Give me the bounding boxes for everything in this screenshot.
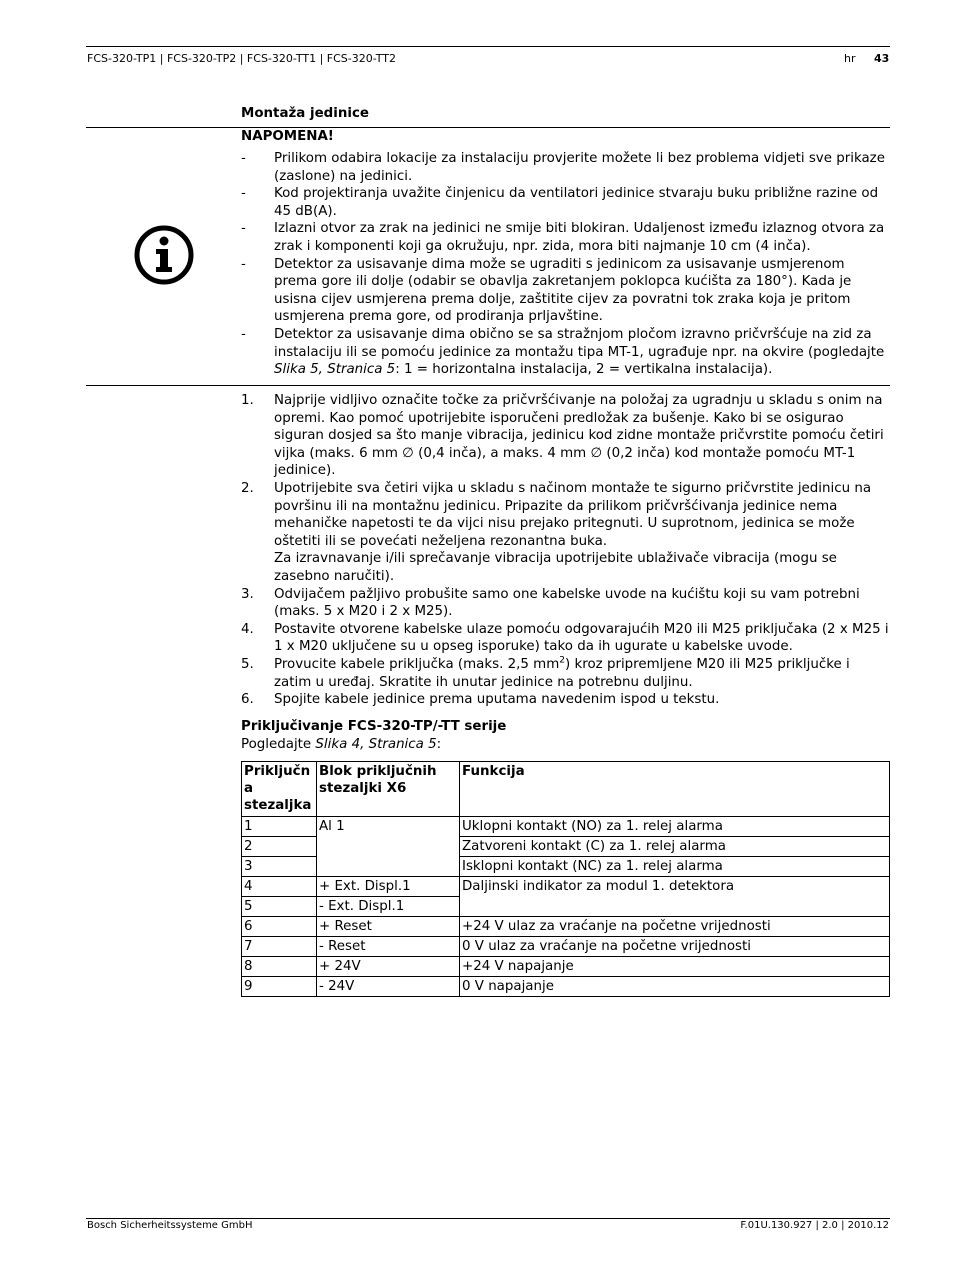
note-item-text: Detektor za usisavanje dima može se ugraditi s jedinicom za usisavanje usmjerenom prema gore ili dolje (odabir se obavlja zakretanjem poklopca kućišta za 180°). Kada je usisna cijev usmjerena prema dolje, zaštitite cijev za povratni tok zraka koja je pritom usmjerena prema gore, od prodiranja prljavštine. (274, 256, 852, 325)
step-text: Provucite kabele priključka (maks. 2,5 mm (274, 656, 560, 672)
list-marker: - (241, 256, 246, 272)
cell-terminal: 7 (242, 937, 317, 957)
connection-reference (241, 736, 441, 754)
note-bottom-rule (86, 385, 890, 386)
cell-terminal: 5 (242, 897, 317, 917)
note-item (241, 326, 889, 379)
note-title: NAPOMENA! (241, 129, 334, 144)
header-terminal-block: Blok priključnih stezaljki X6 (317, 762, 460, 817)
step-item (241, 621, 889, 656)
note-item (241, 150, 889, 185)
table-row (242, 917, 890, 937)
cell-terminal-block: + Reset (317, 917, 460, 937)
table-row (242, 977, 890, 997)
step-item (241, 480, 889, 586)
step-number: 3. (241, 586, 254, 602)
table-row (242, 877, 890, 897)
figure-reference-link[interactable]: Slika 5, Stranica 5 (274, 362, 396, 378)
header-page-number (874, 52, 889, 66)
reference-prefix: Pogledajte (241, 737, 316, 752)
info-icon (134, 225, 194, 285)
note-item (241, 256, 889, 326)
note-item (241, 185, 889, 220)
installation-steps (241, 392, 889, 709)
cell-function: 0 V napajanje (460, 977, 890, 997)
step-number: 2. (241, 480, 254, 496)
cell-terminal: 4 (242, 877, 317, 897)
figure-reference-link[interactable]: Slika 4, Stranica 5 (315, 737, 437, 752)
footer-docref: F.01U.130.927 | 2.0 | 2010.12 (740, 1220, 889, 1231)
cell-terminal-block: - Reset (317, 937, 460, 957)
header-rule (86, 46, 890, 47)
cell-terminal-block: + Ext. Displ.1 (317, 877, 460, 897)
list-marker: - (241, 186, 246, 202)
cell-function: 0 V ulaz za vraćanje na početne vrijednosti (460, 937, 890, 957)
list-marker: - (241, 221, 246, 237)
note-item-text: Kod projektiranja uvažite činjenicu da ventilatori jedinice stvaraju buku približne razine od 45 dB(A). (274, 186, 879, 219)
note-top-rule (86, 127, 890, 128)
header-lang: hr (844, 52, 856, 65)
step-text-end: ) kroz pripremljene M20 ili M25 priključke i zatim u uređaj. Skratite ih unutar jedinice na potrebnu duljinu. (274, 656, 850, 690)
table-row (242, 957, 890, 977)
cell-function: Daljinski indikator za modul 1. detektora (460, 877, 890, 917)
step-number: 5. (241, 656, 254, 672)
footer-company: Bosch Sicherheitssysteme GmbH (87, 1220, 253, 1231)
note-item-text: Detektor za usisavanje dima obično se sa stražnjom pločom izravno pričvršćuje na zid za instalaciju ili se pomoću jedinice za montažu tipa MT-1, ugrađuje npr. na okvire (pogledajte (274, 326, 885, 360)
header-models: FCS-320-TP1 | FCS-320-TP2 | FCS-320-TT1 | FCS-320-TT2 (87, 52, 396, 65)
cell-function: +24 V ulaz za vraćanje na početne vrijednosti (460, 917, 890, 937)
cell-function: +24 V napajanje (460, 957, 890, 977)
note-item-text-end: : 1 = horizontalna instalacija, 2 = vertikalna instalacija). (395, 362, 773, 378)
section-title: Montaža jedinice (241, 106, 369, 121)
note-item (241, 220, 889, 255)
step-item (241, 691, 889, 709)
list-marker: - (241, 151, 246, 166)
step-number: 4. (241, 621, 254, 637)
terminal-table (241, 761, 890, 997)
list-marker: - (241, 326, 246, 342)
page-number: 43 (874, 52, 890, 65)
superscript: 2 (559, 655, 566, 666)
step-text: Odvijačem pažljivo probušite samo one kabelske uvode na kućištu koji su vam potrebni (maks. 5 x M20 i 2 x M25). (274, 586, 860, 620)
cell-terminal: 1 (242, 817, 317, 837)
connection-title: Priključivanje FCS-320-TP/-TT serije (241, 719, 507, 734)
header-function: Funkcija (460, 762, 890, 817)
cell-terminal-block: + 24V (317, 957, 460, 977)
step-text: Upotrijebite sva četiri vijka u skladu s načinom montaže te sigurno pričvrstite jedinicu na površinu ili na montažnu jedinicu. Pripazite da prilikom pričvršćivanja jedinice nema mehaničke napetosti te da vijci nisu prejako pritegnuti. U suprotnom, jedinica se može oštetiti ili se povećati neželjena rezonantna buka. (274, 480, 872, 549)
note-list (241, 150, 889, 379)
reference-suffix: : (436, 737, 442, 752)
cell-terminal: 2 (242, 837, 317, 857)
step-item (241, 392, 889, 480)
cell-function: Isklopni kontakt (NC) za 1. relej alarma (460, 857, 890, 877)
cell-terminal: 3 (242, 857, 317, 877)
note-item-text: Izlazni otvor za zrak na jedinici ne smije biti blokiran. Udaljenost između izlaznog otvora za zrak i komponenti koji ga okružuju, npr. zida, mora biti najmanje 10 cm (4 inča). (274, 221, 885, 254)
table-header-row (242, 762, 890, 817)
cell-terminal-block: - 24V (317, 977, 460, 997)
step-item (241, 586, 889, 621)
cell-terminal: 8 (242, 957, 317, 977)
step-text: Najprije vidljivo označite točke za pričvršćivanje na položaj za ugradnju u skladu s onim na opremi. Kao pomoć upotrijebite isporučeni predložak za bušenje. Kako bi se osigurao siguran dosjed sa što manje vibracija, jedinicu kod zidne montaže pričvrstite pomoću četiri vijka (maks. 6 mm ∅ (0,4 inča), a maks. 4 mm ∅ (0,2 inča) kod montaže pomoću MT-1 jedinice). (274, 393, 884, 479)
step-text: Spojite kabele jedinice prema uputama navedenim ispod u tekstu. (274, 692, 720, 708)
cell-terminal-block: Al 1 (317, 817, 460, 877)
table-row (242, 817, 890, 837)
cell-terminal-block: - Ext. Displ.1 (317, 897, 460, 917)
step-text-extra: Za izravnavanje i/ili sprečavanje vibracija upotrijebite ublaživače vibracija (mogu se zasebno naručiti). (274, 551, 837, 584)
step-text: Postavite otvorene kabelske ulaze pomoću odgovarajućih M20 ili M25 priključaka (2 x M25 i 1 x M20 uključene su u opseg isporuke) tako da ih ugurate u kabelske uvode. (274, 621, 889, 655)
note-item-text: Prilikom odabira lokacije za instalaciju provjerite možete li bez problema vidjeti sve prikaze (zaslone) na jedinici. (274, 151, 885, 184)
cell-function: Zatvoreni kontakt (C) za 1. relej alarma (460, 837, 890, 857)
cell-terminal: 6 (242, 917, 317, 937)
cell-terminal: 9 (242, 977, 317, 997)
header-terminal: Priključn a stezaljka (242, 762, 317, 817)
step-number: 1. (241, 393, 254, 408)
step-item (241, 656, 889, 691)
table-row (242, 937, 890, 957)
step-number: 6. (241, 692, 254, 708)
cell-function: Uklopni kontakt (NO) za 1. relej alarma (460, 817, 890, 837)
